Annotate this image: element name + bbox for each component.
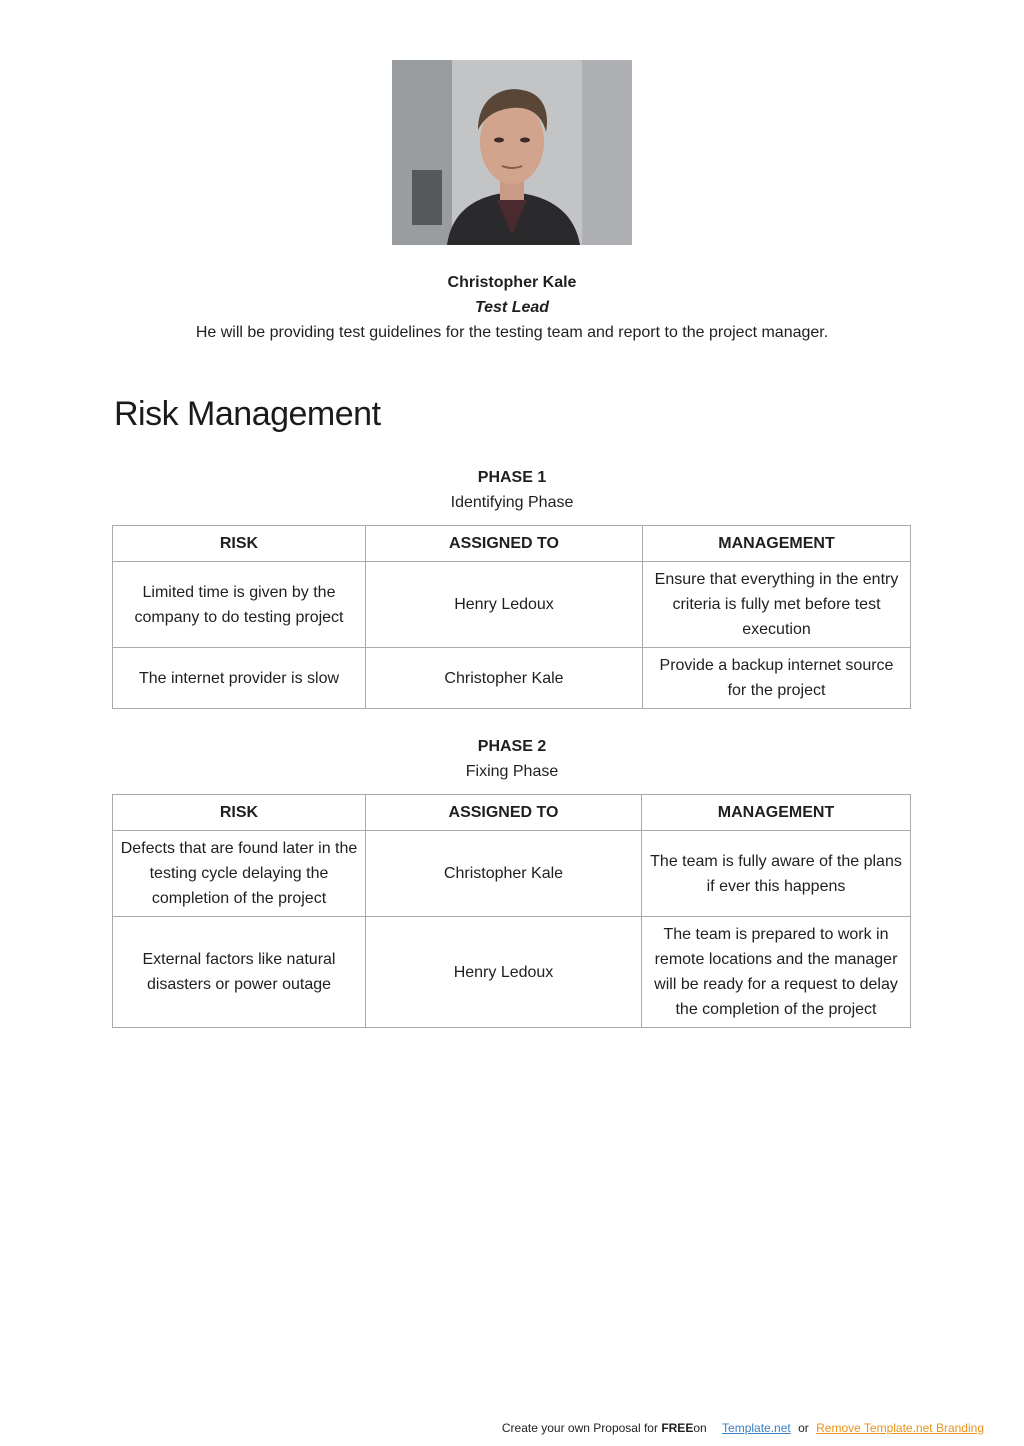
cell-risk: The internet provider is slow [113,648,366,709]
phase-2-title: PHASE 2 [477,738,547,755]
phase-2-risk-table [112,794,911,1028]
profile-photo [392,60,632,245]
phase-1-title: PHASE 1 [477,469,547,486]
table-header-row [113,795,911,831]
cell-management: The team is fully aware of the plans if ever this happens [642,831,911,917]
header-management: MANAGEMENT [643,526,911,562]
footer-on: on [693,1421,707,1435]
cell-management: Ensure that everything in the entry criteria is fully met before test execution [643,562,911,648]
phase-2-header [0,734,1024,784]
cell-assigned-to: Christopher Kale [366,648,643,709]
footer-branding [502,1418,984,1438]
header-assigned-to: ASSIGNED TO [366,526,643,562]
cell-risk: External factors like natural disasters or power outage [113,917,366,1028]
section-title: Risk Management [114,395,381,433]
cell-assigned-to: Henry Ledoux [366,917,642,1028]
person-description: He will be providing test guidelines for the testing team and report to the project manager. [195,324,829,341]
table-row [113,831,911,917]
template-net-link[interactable]: Template.net [722,1421,791,1435]
phase-2-subtitle: Fixing Phase [465,763,559,780]
person-role: Test Lead [474,299,550,316]
footer-free: FREE [661,1421,694,1435]
header-management: MANAGEMENT [642,795,911,831]
table-row [113,648,911,709]
phase-1-subtitle: Identifying Phase [450,494,574,511]
cell-management: The team is prepared to work in remote locations and the manager will be ready for a request to delay the completion of the project [642,917,911,1028]
cell-assigned-to: Christopher Kale [366,831,642,917]
table-row [113,562,911,648]
footer-or: or [798,1421,809,1435]
header-assigned-to: ASSIGNED TO [366,795,642,831]
remove-branding-link[interactable]: Remove Template.net Branding [816,1421,984,1435]
phase-1-risk-table [112,525,911,709]
person-info [0,270,1024,345]
table-row [113,917,911,1028]
person-name: Christopher Kale [447,274,577,291]
cell-assigned-to: Henry Ledoux [366,562,643,648]
cell-risk: Limited time is given by the company to do testing project [113,562,366,648]
header-risk: RISK [113,795,366,831]
footer-prefix: Create your own Proposal for [501,1421,658,1435]
phase-1-header [0,465,1024,515]
cell-risk: Defects that are found later in the testing cycle delaying the completion of the project [113,831,366,917]
cell-management: Provide a backup internet source for the project [643,648,911,709]
table-header-row [113,526,911,562]
header-risk: RISK [113,526,366,562]
